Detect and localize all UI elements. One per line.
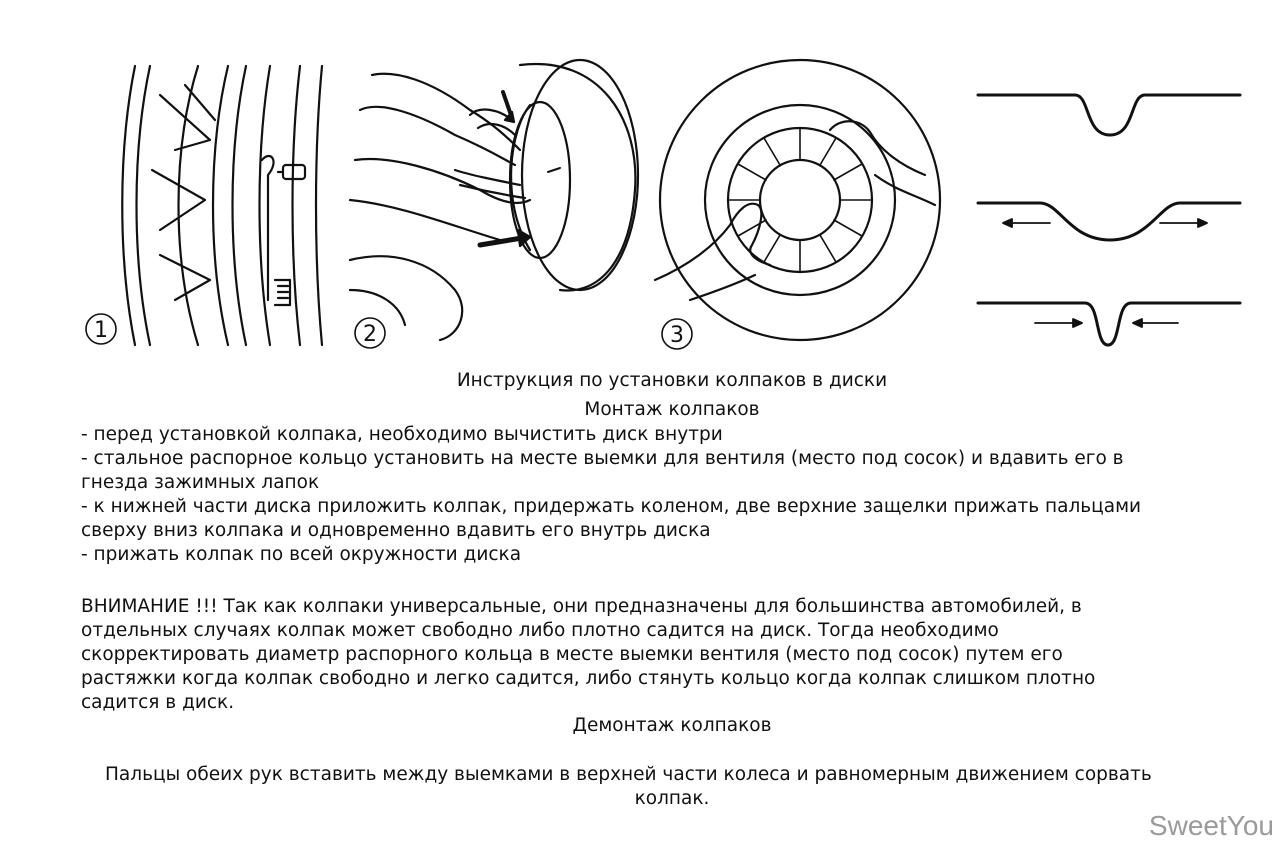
installation-figures: [0, 0, 1284, 360]
section-heading-dismount: Демонтаж колпаков: [572, 715, 772, 736]
mount-line-4: - к нижней части диска приложить колпак, придержать коленом, две верхние защелки прижать пальцами: [81, 496, 1142, 517]
figure-1-label: 1: [94, 318, 108, 343]
figure-2-label: 2: [363, 322, 377, 347]
warning-line-3: скорректировать диаметр распорного кольца в месте выемки вентиля (место под сосок) путем его: [81, 644, 1063, 665]
figure-3-label: 3: [670, 323, 684, 348]
mount-line-1: - перед установкой колпака, необходимо вычистить диск внутри: [81, 424, 723, 445]
warning-line-5: садится в диск.: [81, 692, 235, 713]
figure-3-wheel-front-view: [655, 60, 940, 349]
warning-line-2: отдельных случаях колпак может свободно либо плотно садится на диск. Тогда необходимо: [81, 620, 999, 641]
mount-line-2: - стальное распорное кольцо установить на месте выемки для вентиля (место под сосок) и вдавить его в: [81, 448, 1124, 469]
ring-profile-normal: [978, 95, 1240, 135]
stretch-arrows: [1003, 219, 1207, 227]
mount-line-5: сверху вниз колпака и одновременно вдавить его внутрь диска: [81, 520, 711, 541]
document-title: Инструкция по установки колпаков в диски: [456, 370, 888, 391]
section-heading-mount: Монтаж колпаков: [584, 399, 760, 420]
mount-line-6: - прижать колпак по всей окружности диска: [81, 544, 522, 565]
dismount-line-2: колпак.: [634, 788, 710, 809]
figure-4-ring-adjustment: [978, 95, 1240, 345]
compress-arrows: [1035, 319, 1178, 327]
dismount-line-1: Пальцы обеих рук вставить между выемками в верхней части колеса и равномерным движением сорвать: [105, 764, 1152, 785]
ring-profile-compressed: [978, 303, 1240, 345]
warning-line-1: ВНИМАНИЕ !!! Так как колпаки универсальные, они предназначены для большинства автомобилей, в: [81, 596, 1082, 617]
mount-line-3: гнезда зажимных лапок: [81, 472, 320, 493]
figure-1-rim-cross-section: [86, 66, 322, 345]
watermark: SweetYou: [1148, 810, 1274, 841]
figure-2-hands-pressing-cap: [350, 60, 638, 348]
warning-line-4: растяжки когда колпак свободно и легко садится, либо стянуть кольцо когда колпак слишком плотно: [81, 668, 1096, 689]
